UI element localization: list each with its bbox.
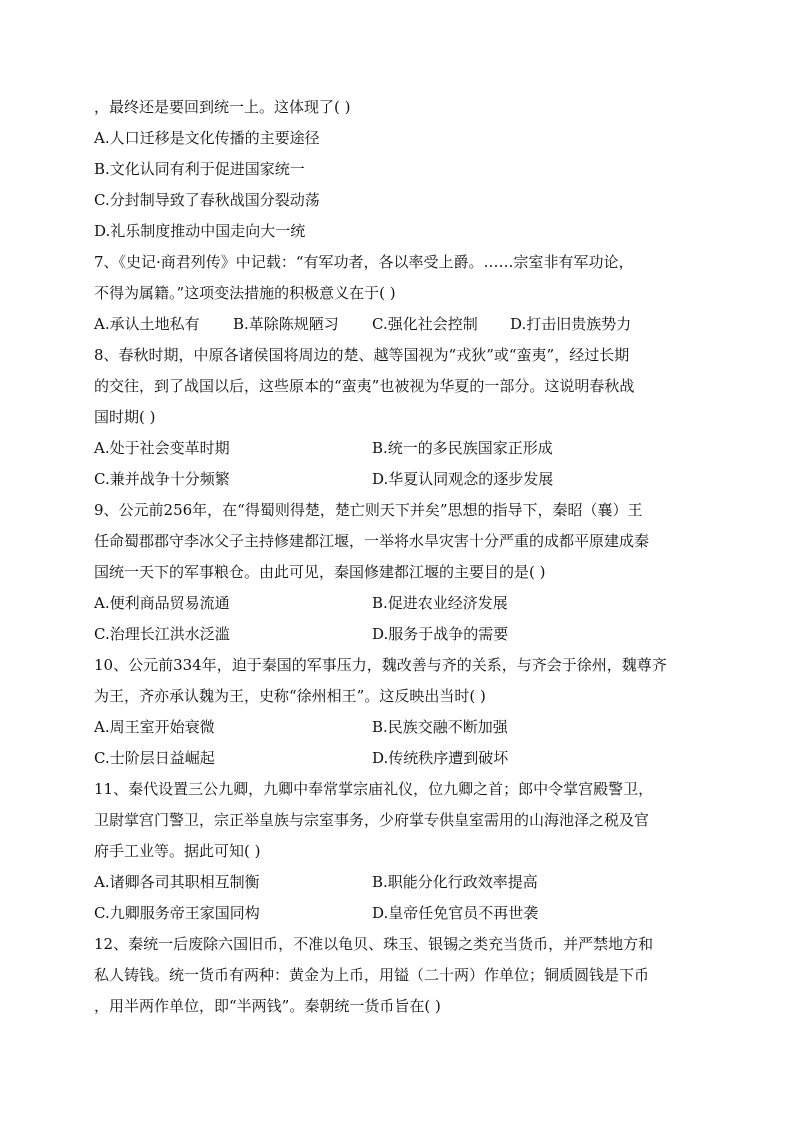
option-11-d: D.皇帝任免官员不再世袭 — [372, 904, 539, 922]
option-10-b: B.民族交融不断加强 — [372, 718, 508, 736]
question-10-stem-line: 10、公元前334年，迫于秦国的军事压力，魏改善与齐的关系，与齐会于徐州，魏尊齐 — [94, 656, 667, 674]
question-11-stem-line: 府手工业等。据此可知( ) — [94, 842, 261, 860]
option-10-a: A.周王室开始衰微 — [94, 718, 215, 736]
question-11-stem-line: 11、秦代设置三公九卿，九卿中奉常掌宗庙礼仪，位九卿之首；郎中令掌宫殿警卫， — [94, 780, 654, 798]
question-7-stem-line: 7、《史记·商君列传》中记载：“有军功者，各以率受上爵。……宗室非有军功论， — [94, 253, 634, 271]
option-10-c: C.士阶层日益崛起 — [94, 749, 215, 767]
question-8 — [94, 340, 704, 495]
question-9 — [94, 495, 704, 650]
option-9-b: B.促进农业经济发展 — [372, 594, 508, 612]
option-9-c: C.治理长江洪水泛滥 — [94, 625, 230, 643]
question-9-stem-line: 9、公元前256年，在“得蜀则得楚，楚亡则天下并矣”思想的指导下，秦昭（襄）王 — [94, 501, 643, 519]
question-10-options-row — [94, 712, 704, 743]
option-11-b: B.职能分化行政效率提高 — [372, 873, 538, 891]
option-10-d: D.传统秩序遭到破坏 — [372, 749, 509, 767]
question-8-options-row — [94, 464, 704, 495]
question-8-stem-line: 的交往，到了战国以后，这些原本的“蛮夷”也被视为华夏的一部分。这说明春秋战 — [94, 377, 635, 395]
option-9-d: D.服务于战争的需要 — [372, 625, 509, 643]
option-7-d: D.打击旧贵族势力 — [510, 315, 632, 333]
option-7-b: B.革除陈规陋习 — [233, 315, 339, 333]
option-8-c: C.兼并战争十分频繁 — [94, 470, 230, 488]
option-8-b: B.统一的多民族国家正形成 — [372, 439, 553, 457]
question-6 — [94, 92, 704, 247]
question-9-options-row — [94, 619, 704, 650]
question-12-stem-line: ，用半两作单位，即“半两钱”。秦朝统一货币旨在( ) — [94, 997, 441, 1015]
option-9-a: A.便利商品贸易流通 — [94, 594, 230, 612]
question-9-stem-line: 任命蜀郡郡守李冰父子主持修建都江堰，一举将水旱灾害十分严重的成都平原建成秦 — [94, 532, 650, 550]
question-7 — [94, 247, 704, 340]
question-12-stem-line: 私人铸钱。统一货币有两种：黄金为上币，用镒（二十两）作单位；铜质圆钱是下币 — [94, 966, 650, 984]
question-9-options-row — [94, 588, 704, 619]
option-7-c: C.强化社会控制 — [372, 315, 478, 333]
question-12-stem-line: 12、秦统一后废除六国旧币，不准以龟贝、珠玉、银锡之类充当货币，并严禁地方和 — [94, 935, 654, 953]
option-11-c: C.九卿服务帝王家国同构 — [94, 904, 260, 922]
option-7-a: A.承认土地私有 — [94, 315, 200, 333]
question-8-options-row — [94, 433, 704, 464]
option-6-c: C.分封制导致了春秋战国分裂动荡 — [94, 191, 320, 209]
option-8-d: D.华夏认同观念的逐步发展 — [372, 470, 554, 488]
question-7-stem-line: 不得为属籍。”这项变法措施的积极意义在于( ) — [94, 284, 396, 302]
question-11-options-row — [94, 867, 704, 898]
question-9-stem-line: 国统一天下的军事粮仓。由此可见，秦国修建都江堰的主要目的是( ) — [94, 563, 546, 581]
question-8-stem-line: 8、春秋时期，中原各诸侯国将周边的楚、越等国视为“戎狄”或“蛮夷”，经过长期 — [94, 346, 630, 364]
question-6-stem: ，最终还是要回到统一上。这体现了( ) — [94, 98, 351, 116]
question-12 — [94, 929, 704, 1022]
question-10-options-row — [94, 743, 704, 774]
option-6-d: D.礼乐制度推动中国走向大一统 — [94, 222, 306, 240]
option-8-a: A.处于社会变革时期 — [94, 439, 230, 457]
exam-page — [94, 92, 704, 1022]
option-11-a: A.诸卿各司其职相互制衡 — [94, 873, 260, 891]
question-10 — [94, 650, 704, 774]
question-11 — [94, 774, 704, 929]
question-11-stem-line: 卫尉掌宫门警卫，宗正举皇族与宗室事务，少府掌专供皇室需用的山海池泽之税及官 — [94, 811, 650, 829]
option-6-b: B.文化认同有利于促进国家统一 — [94, 160, 305, 178]
question-8-stem-line: 国时期( ) — [94, 408, 156, 426]
question-11-options-row — [94, 898, 704, 929]
question-10-stem-line: 为王，齐亦承认魏为王，史称“徐州相王”。这反映出当时( ) — [94, 687, 486, 705]
option-6-a: A.人口迁移是文化传播的主要途径 — [94, 129, 320, 147]
question-7-options — [94, 309, 704, 340]
